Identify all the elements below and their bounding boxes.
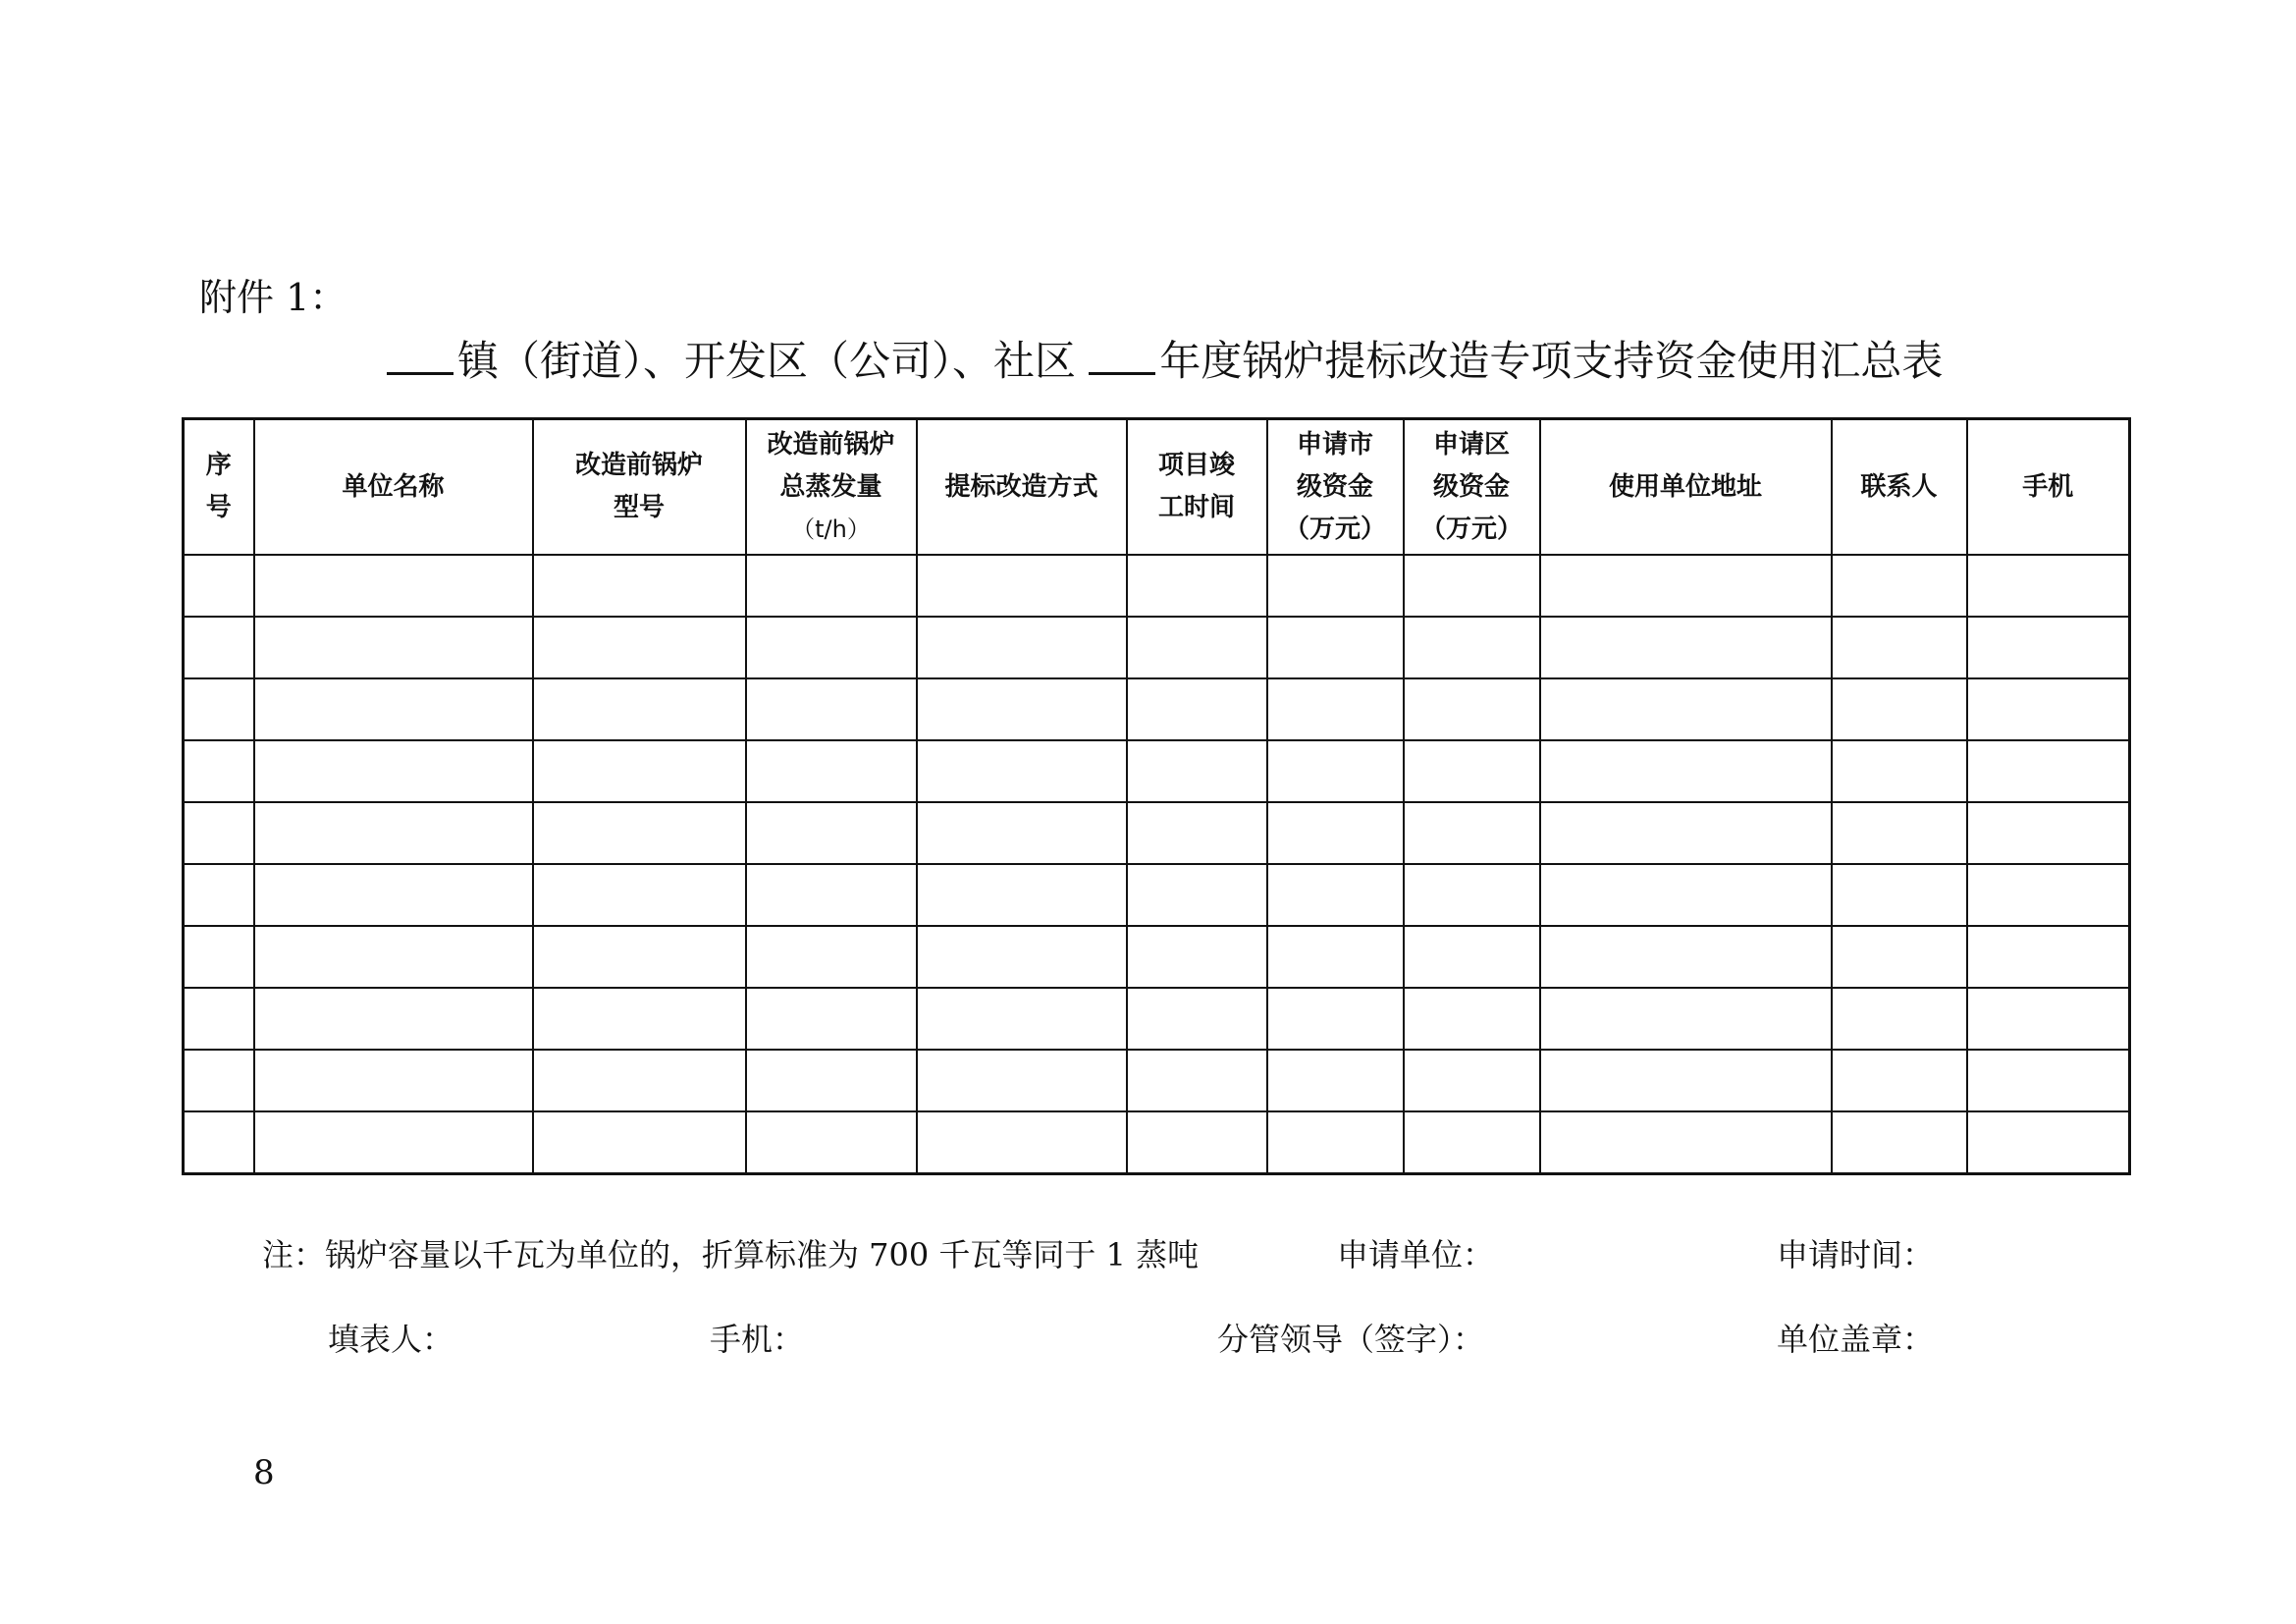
table-cell[interactable]	[533, 988, 746, 1050]
footer-unit-seal: 单位盖章：	[1777, 1321, 1935, 1358]
table-cell[interactable]	[184, 864, 254, 926]
table-cell[interactable]	[917, 1111, 1127, 1174]
table-cell[interactable]	[533, 864, 746, 926]
header-contact: 联系人	[1832, 419, 1967, 556]
table-cell[interactable]	[1127, 988, 1267, 1050]
table-cell[interactable]	[533, 678, 746, 740]
footer-phone: 手机：	[710, 1321, 805, 1358]
table-cell[interactable]	[1404, 678, 1540, 740]
table-cell[interactable]	[1540, 740, 1832, 802]
table-cell[interactable]	[184, 926, 254, 988]
table-cell[interactable]	[1267, 678, 1404, 740]
table-cell[interactable]	[254, 1111, 533, 1174]
footer-leader-sign: 分管领导（签字）：	[1217, 1321, 1485, 1358]
table-cell[interactable]	[254, 864, 533, 926]
table-cell[interactable]	[184, 617, 254, 678]
footer-note: 注：锅炉容量以千瓦为单位的，折算标准为 700 千瓦等同于 1 蒸吨	[262, 1236, 1200, 1273]
table-cell[interactable]	[917, 555, 1127, 617]
title-part-2: 年度锅炉提标改造专项支持资金使用汇总表	[1159, 337, 1944, 385]
table-row	[184, 617, 2130, 678]
table-cell[interactable]	[184, 802, 254, 864]
footer-apply-time: 申请时间：	[1777, 1236, 1935, 1273]
table-cell[interactable]	[1267, 864, 1404, 926]
table-cell[interactable]	[1404, 864, 1540, 926]
title-blank-town	[387, 333, 454, 375]
table-cell[interactable]	[1540, 926, 1832, 988]
table-cell[interactable]	[1832, 678, 1967, 740]
title-part-1: 镇（街道）、开发区（公司）、社区	[457, 337, 1077, 385]
table-cell[interactable]	[1832, 1050, 1967, 1111]
table-cell[interactable]	[1404, 555, 1540, 617]
header-city-fund: 申请市 级资金 （万元）	[1267, 419, 1404, 556]
table-cell[interactable]	[1404, 988, 1540, 1050]
table-cell[interactable]	[1967, 1050, 2130, 1111]
table-cell[interactable]	[917, 802, 1127, 864]
table-cell[interactable]	[1832, 988, 1967, 1050]
table-cell[interactable]	[746, 864, 917, 926]
title-blank-year	[1089, 333, 1155, 375]
table-cell[interactable]	[917, 617, 1127, 678]
table-cell[interactable]	[184, 555, 254, 617]
table-row	[184, 555, 2130, 617]
page-number: 8	[253, 1453, 275, 1492]
table-cell[interactable]	[1540, 617, 1832, 678]
table-cell[interactable]	[1267, 1050, 1404, 1111]
table-cell[interactable]	[1404, 926, 1540, 988]
table-cell[interactable]	[254, 740, 533, 802]
table-cell[interactable]	[1832, 864, 1967, 926]
table-cell[interactable]	[746, 988, 917, 1050]
table-cell[interactable]	[1967, 802, 2130, 864]
table-cell[interactable]	[1967, 555, 2130, 617]
footer-apply-unit: 申请单位：	[1337, 1236, 1495, 1273]
table-cell[interactable]	[746, 678, 917, 740]
table-cell[interactable]	[1404, 1111, 1540, 1174]
table-cell[interactable]	[1404, 802, 1540, 864]
table-cell[interactable]	[1127, 678, 1267, 740]
table-cell[interactable]	[1967, 988, 2130, 1050]
table-row	[184, 864, 2130, 926]
table-cell[interactable]	[917, 864, 1127, 926]
table-cell[interactable]	[184, 1050, 254, 1111]
header-unit-name: 单位名称	[254, 419, 533, 556]
table-cell[interactable]	[1127, 1050, 1267, 1111]
table-cell[interactable]	[917, 740, 1127, 802]
table-cell[interactable]	[1404, 617, 1540, 678]
table-cell[interactable]	[184, 678, 254, 740]
table-cell[interactable]	[1267, 988, 1404, 1050]
table-cell[interactable]	[1404, 740, 1540, 802]
annex-label: 附件 1：	[199, 276, 347, 319]
table-row	[184, 1050, 2130, 1111]
table-cell[interactable]	[533, 740, 746, 802]
table-cell[interactable]	[917, 926, 1127, 988]
table-cell[interactable]	[1404, 1050, 1540, 1111]
table-cell[interactable]	[1967, 740, 2130, 802]
table-cell[interactable]	[1127, 617, 1267, 678]
table-row	[184, 988, 2130, 1050]
table-cell[interactable]	[533, 617, 746, 678]
table-body	[184, 555, 2130, 1174]
table-row	[184, 740, 2130, 802]
table-cell[interactable]	[746, 926, 917, 988]
table-cell[interactable]	[1967, 864, 2130, 926]
table-cell[interactable]	[1967, 678, 2130, 740]
table-cell[interactable]	[533, 926, 746, 988]
summary-table	[182, 417, 2131, 1175]
footer-filler: 填表人：	[328, 1321, 454, 1358]
table-cell[interactable]	[1267, 1111, 1404, 1174]
table-cell[interactable]	[1832, 555, 1967, 617]
header-upgrade-method: 提标改造方式	[917, 419, 1127, 556]
table-cell[interactable]	[1127, 555, 1267, 617]
table-cell[interactable]	[746, 740, 917, 802]
table-cell[interactable]	[917, 678, 1127, 740]
table-row	[184, 802, 2130, 864]
table-cell[interactable]	[917, 988, 1127, 1050]
table-cell[interactable]	[1540, 678, 1832, 740]
table-cell[interactable]	[254, 617, 533, 678]
table-cell[interactable]	[1267, 802, 1404, 864]
table-row	[184, 926, 2130, 988]
table-cell[interactable]	[917, 1050, 1127, 1111]
table-cell[interactable]	[1832, 740, 1967, 802]
table-cell[interactable]	[1540, 988, 1832, 1050]
table-cell[interactable]	[1267, 740, 1404, 802]
header-address: 使用单位地址	[1540, 419, 1832, 556]
table-cell[interactable]	[1967, 617, 2130, 678]
table-cell[interactable]	[254, 1050, 533, 1111]
header-evaporation: 改造前锅炉 总蒸发量 （t/h）	[746, 419, 917, 556]
table-cell[interactable]	[254, 926, 533, 988]
table-cell[interactable]	[1127, 1111, 1267, 1174]
table-cell[interactable]	[533, 1111, 746, 1174]
table-cell[interactable]	[254, 678, 533, 740]
table-cell[interactable]	[1540, 1050, 1832, 1111]
table-row	[184, 678, 2130, 740]
header-boiler-model: 改造前锅炉 型号	[533, 419, 746, 556]
header-district-fund: 申请区 级资金 （万元）	[1404, 419, 1540, 556]
table-cell[interactable]	[1267, 617, 1404, 678]
header-completion-time: 项目竣 工时间	[1127, 419, 1267, 556]
table-cell[interactable]	[1540, 802, 1832, 864]
table-header-row	[184, 419, 2130, 556]
table-cell[interactable]	[254, 555, 533, 617]
table-cell[interactable]	[254, 988, 533, 1050]
table-cell[interactable]	[746, 802, 917, 864]
document-title	[387, 332, 2056, 391]
table-cell[interactable]	[533, 1050, 746, 1111]
table-cell[interactable]	[184, 740, 254, 802]
table-cell[interactable]	[533, 555, 746, 617]
table-cell[interactable]	[1967, 1111, 2130, 1174]
table-cell[interactable]	[1540, 555, 1832, 617]
table-cell[interactable]	[746, 1050, 917, 1111]
table-cell[interactable]	[1267, 926, 1404, 988]
table-cell[interactable]	[1967, 926, 2130, 988]
table-cell[interactable]	[1540, 864, 1832, 926]
table-cell[interactable]	[746, 617, 917, 678]
table-cell[interactable]	[254, 802, 533, 864]
table-cell[interactable]	[184, 1111, 254, 1174]
table-cell[interactable]	[1832, 617, 1967, 678]
table-cell[interactable]	[746, 1111, 917, 1174]
table-cell[interactable]	[1832, 926, 1967, 988]
table-cell[interactable]	[1267, 555, 1404, 617]
table-cell[interactable]	[1127, 740, 1267, 802]
table-cell[interactable]	[1127, 926, 1267, 988]
table-cell[interactable]	[1832, 802, 1967, 864]
table-cell[interactable]	[533, 802, 746, 864]
table-cell[interactable]	[1832, 1111, 1967, 1174]
table-cell[interactable]	[184, 988, 254, 1050]
table-cell[interactable]	[1127, 864, 1267, 926]
table-cell[interactable]	[746, 555, 917, 617]
table-cell[interactable]	[1127, 802, 1267, 864]
table-row	[184, 1111, 2130, 1174]
table-cell[interactable]	[1540, 1111, 1832, 1174]
header-phone: 手机	[1967, 419, 2130, 556]
header-seq: 序 号	[184, 419, 254, 556]
